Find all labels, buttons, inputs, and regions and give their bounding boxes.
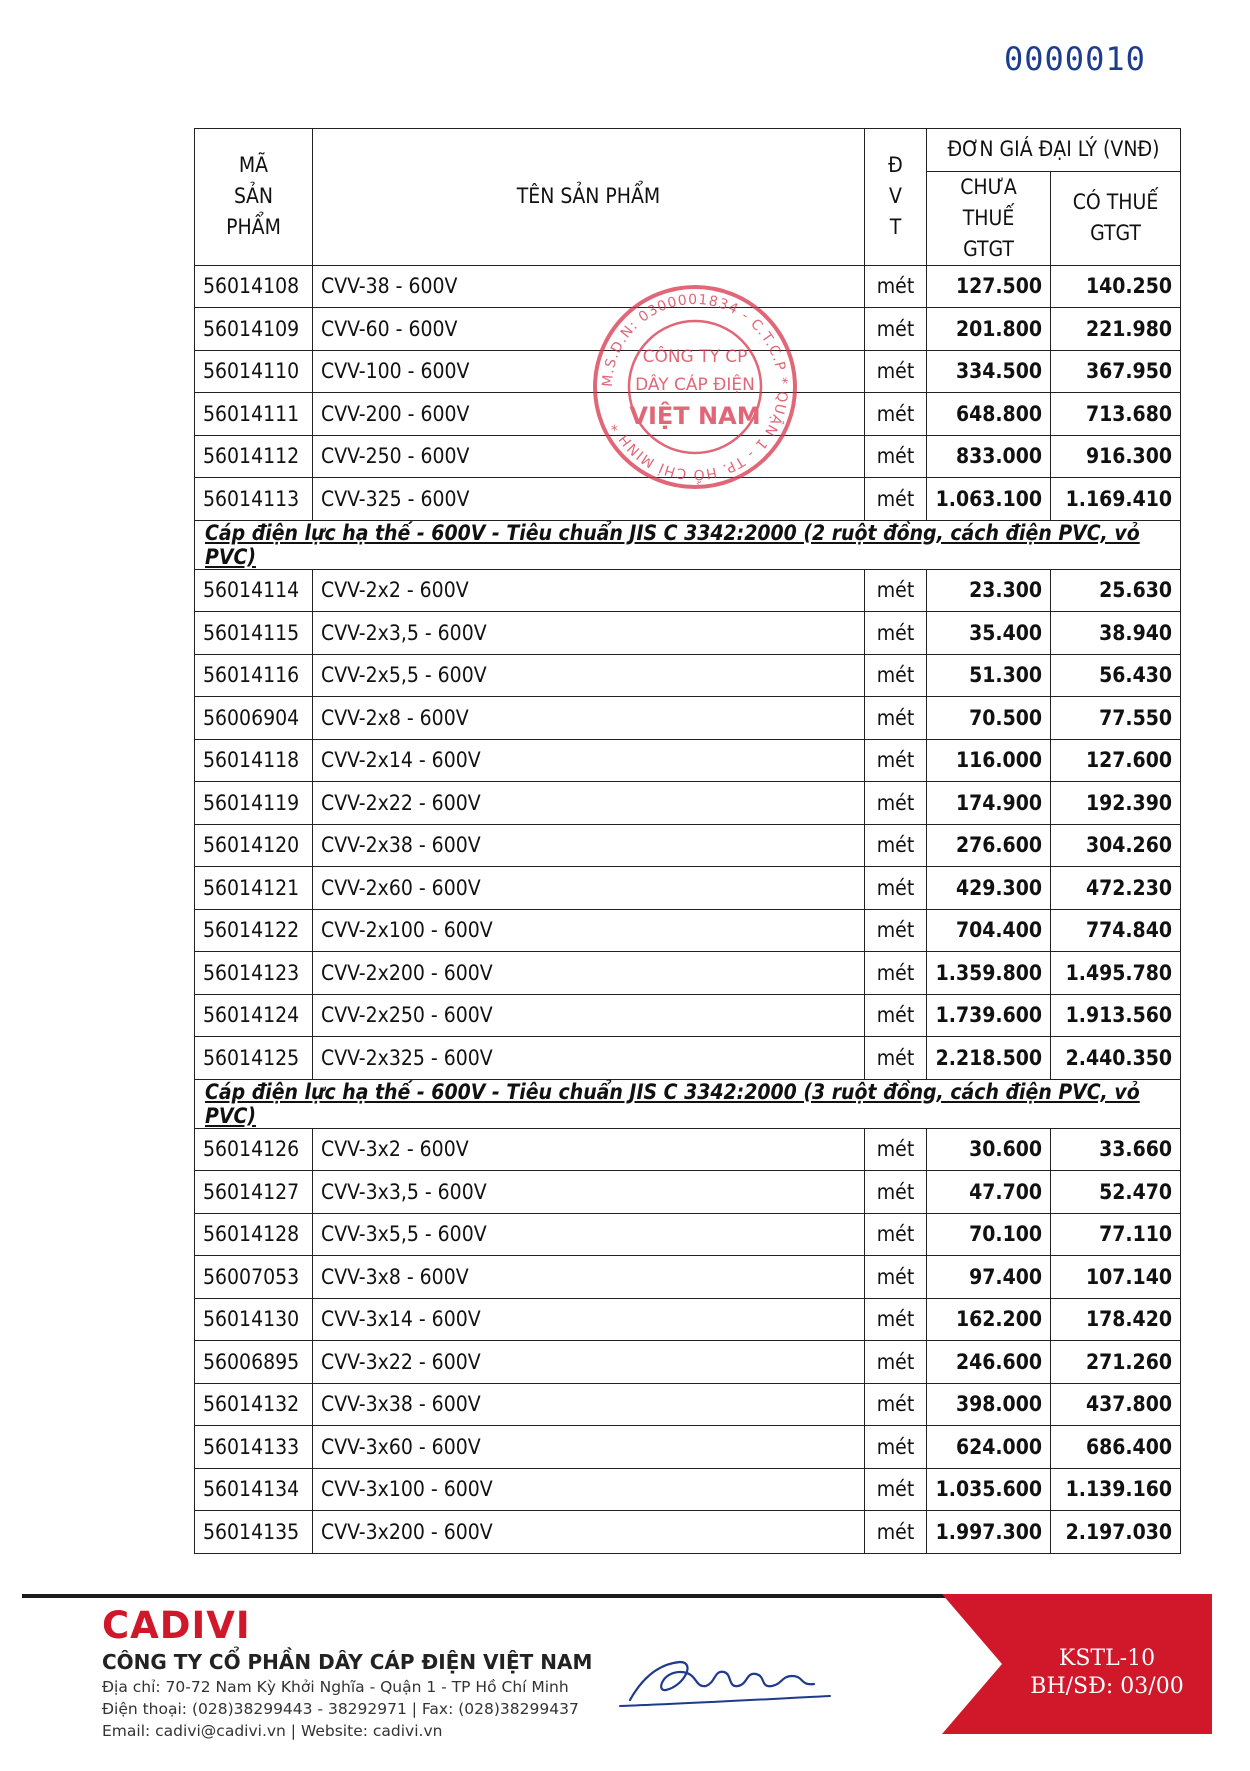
price-after-tax: 140.250 — [1051, 265, 1181, 308]
unit: mét — [865, 824, 927, 867]
table-row — [195, 824, 1181, 867]
unit: mét — [865, 1341, 927, 1384]
section-title: Cáp điện lực hạ thế - 600V - Tiêu chuẩn JIS C 3342:2000 (3 ruột đồng, cách điện PVC, vỏ PVC) — [195, 1079, 1181, 1128]
price-before-tax: 704.400 — [927, 909, 1051, 952]
header-code: MÃ SẢN PHẨM — [195, 129, 313, 266]
signature — [610, 1642, 840, 1722]
unit: mét — [865, 654, 927, 697]
unit: mét — [865, 994, 927, 1037]
unit: mét — [865, 308, 927, 351]
product-name: CVV-3x22 - 600V — [313, 1341, 865, 1384]
price-before-tax: 127.500 — [927, 265, 1051, 308]
price-before-tax: 1.997.300 — [927, 1511, 1051, 1554]
seal-line-2: DÂY CÁP ĐIỆN — [635, 375, 755, 395]
product-name: CVV-2x22 - 600V — [313, 782, 865, 825]
unit: mét — [865, 265, 927, 308]
product-code: 56014109 — [195, 308, 313, 351]
unit: mét — [865, 782, 927, 825]
document-revision: BH/SĐ: 03/00 — [1030, 1674, 1184, 1699]
company-address: Địa chỉ: 70-72 Nam Kỳ Khởi Nghĩa - Quận 1 - TP Hồ Chí Minh — [102, 1678, 569, 1696]
seal-line-3: VIỆT NAM — [629, 402, 761, 430]
product-code: 56014108 — [195, 265, 313, 308]
header-price-after-tax: CÓ THUẾ GTGT — [1051, 171, 1181, 265]
unit: mét — [865, 1468, 927, 1511]
table-row — [195, 1128, 1181, 1171]
product-name: CVV-2x8 - 600V — [313, 697, 865, 740]
product-code: 56014113 — [195, 478, 313, 521]
product-code: 56014115 — [195, 612, 313, 655]
product-code: 56014120 — [195, 824, 313, 867]
unit: mét — [865, 739, 927, 782]
table-row — [195, 1037, 1181, 1080]
product-code: 56014119 — [195, 782, 313, 825]
price-before-tax: 624.000 — [927, 1426, 1051, 1469]
price-before-tax: 429.300 — [927, 867, 1051, 910]
price-after-tax: 77.110 — [1051, 1213, 1181, 1256]
header-name: TÊN SẢN PHẨM — [313, 129, 865, 266]
header-price-group: ĐƠN GIÁ ĐẠI LÝ (VNĐ) — [927, 129, 1181, 172]
price-before-tax: 2.218.500 — [927, 1037, 1051, 1080]
unit: mét — [865, 867, 927, 910]
table-row — [195, 952, 1181, 995]
header-unit: Đ V T — [865, 129, 927, 266]
unit: mét — [865, 1383, 927, 1426]
price-after-tax: 1.495.780 — [1051, 952, 1181, 995]
product-name: CVV-3x38 - 600V — [313, 1383, 865, 1426]
seal-line-1: CÔNG TY CP — [642, 347, 748, 367]
product-code: 56014125 — [195, 1037, 313, 1080]
product-name: CVV-3x14 - 600V — [313, 1298, 865, 1341]
table-row — [195, 1511, 1181, 1554]
price-after-tax: 686.400 — [1051, 1426, 1181, 1469]
price-before-tax: 398.000 — [927, 1383, 1051, 1426]
unit: mét — [865, 909, 927, 952]
product-code: 56014132 — [195, 1383, 313, 1426]
table-row — [195, 1468, 1181, 1511]
header-price-before-tax: CHƯA THUẾ GTGT — [927, 171, 1051, 265]
document-code: KSTL-10 — [1058, 1646, 1156, 1671]
product-name: CVV-3x60 - 600V — [313, 1426, 865, 1469]
table-row — [195, 867, 1181, 910]
section-row — [195, 1079, 1181, 1128]
company-phone: Điện thoại: (028)38299443 - 38292971 | Fax: (028)38299437 — [102, 1700, 579, 1718]
table-row — [195, 654, 1181, 697]
product-code: 56014133 — [195, 1426, 313, 1469]
product-name: CVV-200 - 600V — [313, 393, 865, 436]
product-code: 56014135 — [195, 1511, 313, 1554]
table-row — [195, 612, 1181, 655]
product-code: 56014123 — [195, 952, 313, 995]
product-name: CVV-3x200 - 600V — [313, 1511, 865, 1554]
price-before-tax: 174.900 — [927, 782, 1051, 825]
page-number: 0000010 — [1004, 40, 1146, 78]
product-code: 56014111 — [195, 393, 313, 436]
price-after-tax: 33.660 — [1051, 1128, 1181, 1171]
table-row — [195, 569, 1181, 612]
unit: mét — [865, 1171, 927, 1214]
unit: mét — [865, 1426, 927, 1469]
product-name: CVV-325 - 600V — [313, 478, 865, 521]
unit: mét — [865, 952, 927, 995]
product-name: CVV-3x2 - 600V — [313, 1128, 865, 1171]
price-before-tax: 833.000 — [927, 435, 1051, 478]
product-code: 56014128 — [195, 1213, 313, 1256]
price-before-tax: 70.100 — [927, 1213, 1051, 1256]
product-name: CVV-60 - 600V — [313, 308, 865, 351]
company-seal — [590, 282, 800, 492]
price-after-tax: 127.600 — [1051, 739, 1181, 782]
price-before-tax: 23.300 — [927, 569, 1051, 612]
product-name: CVV-250 - 600V — [313, 435, 865, 478]
product-name: CVV-2x2 - 600V — [313, 569, 865, 612]
price-before-tax: 162.200 — [927, 1298, 1051, 1341]
product-name: CVV-3x8 - 600V — [313, 1256, 865, 1299]
price-after-tax: 437.800 — [1051, 1383, 1181, 1426]
product-name: CVV-2x200 - 600V — [313, 952, 865, 995]
product-code: 56014126 — [195, 1128, 313, 1171]
unit: mét — [865, 435, 927, 478]
price-after-tax: 2.197.030 — [1051, 1511, 1181, 1554]
product-code: 56014121 — [195, 867, 313, 910]
unit: mét — [865, 1511, 927, 1554]
table-row — [195, 1426, 1181, 1469]
company-email: Email: cadivi@cadivi.vn | Website: cadivi.vn — [102, 1722, 443, 1740]
table-row — [195, 1256, 1181, 1299]
product-code: 56014112 — [195, 435, 313, 478]
unit: mét — [865, 1037, 927, 1080]
price-before-tax: 334.500 — [927, 350, 1051, 393]
table-row — [195, 782, 1181, 825]
product-name: CVV-3x3,5 - 600V — [313, 1171, 865, 1214]
price-after-tax: 304.260 — [1051, 824, 1181, 867]
price-before-tax: 35.400 — [927, 612, 1051, 655]
product-name: CVV-2x5,5 - 600V — [313, 654, 865, 697]
price-before-tax: 1.063.100 — [927, 478, 1051, 521]
price-after-tax: 221.980 — [1051, 308, 1181, 351]
price-after-tax: 774.840 — [1051, 909, 1181, 952]
product-code: 56014124 — [195, 994, 313, 1037]
product-code: 56014134 — [195, 1468, 313, 1511]
product-name: CVV-3x5,5 - 600V — [313, 1213, 865, 1256]
price-after-tax: 38.940 — [1051, 612, 1181, 655]
price-before-tax: 246.600 — [927, 1341, 1051, 1384]
price-after-tax: 713.680 — [1051, 393, 1181, 436]
unit: mét — [865, 350, 927, 393]
table-row — [195, 1341, 1181, 1384]
product-name: CVV-38 - 600V — [313, 265, 865, 308]
product-name: CVV-100 - 600V — [313, 350, 865, 393]
price-after-tax: 107.140 — [1051, 1256, 1181, 1299]
price-after-tax: 52.470 — [1051, 1171, 1181, 1214]
product-code: 56014127 — [195, 1171, 313, 1214]
table-row — [195, 1298, 1181, 1341]
table-row — [195, 697, 1181, 740]
product-code: 56014116 — [195, 654, 313, 697]
unit: mét — [865, 612, 927, 655]
product-code: 56014130 — [195, 1298, 313, 1341]
section-title: Cáp điện lực hạ thế - 600V - Tiêu chuẩn JIS C 3342:2000 (2 ruột đồng, cách điện PVC, vỏ PVC) — [195, 520, 1181, 569]
company-name: CÔNG TY CỔ PHẦN DÂY CÁP ĐIỆN VIỆT NAM — [102, 1650, 593, 1674]
price-before-tax: 116.000 — [927, 739, 1051, 782]
table-row — [195, 739, 1181, 782]
cadivi-logo: CADIVI — [102, 1604, 251, 1647]
price-before-tax: 201.800 — [927, 308, 1051, 351]
price-before-tax: 648.800 — [927, 393, 1051, 436]
price-before-tax: 1.359.800 — [927, 952, 1051, 995]
product-name: CVV-2x100 - 600V — [313, 909, 865, 952]
table-row — [195, 1213, 1181, 1256]
price-table-header — [195, 129, 1181, 266]
table-row — [195, 909, 1181, 952]
price-after-tax: 1.139.160 — [1051, 1468, 1181, 1511]
price-after-tax: 472.230 — [1051, 867, 1181, 910]
price-after-tax: 2.440.350 — [1051, 1037, 1181, 1080]
unit: mét — [865, 1256, 927, 1299]
product-name: CVV-3x100 - 600V — [313, 1468, 865, 1511]
price-after-tax: 178.420 — [1051, 1298, 1181, 1341]
unit: mét — [865, 393, 927, 436]
product-code: 56014114 — [195, 569, 313, 612]
product-name: CVV-2x60 - 600V — [313, 867, 865, 910]
product-name: CVV-2x325 - 600V — [313, 1037, 865, 1080]
price-after-tax: 56.430 — [1051, 654, 1181, 697]
product-name: CVV-2x250 - 600V — [313, 994, 865, 1037]
product-code: 56014118 — [195, 739, 313, 782]
price-after-tax: 1.913.560 — [1051, 994, 1181, 1037]
price-after-tax: 1.169.410 — [1051, 478, 1181, 521]
price-before-tax: 30.600 — [927, 1128, 1051, 1171]
price-after-tax: 77.550 — [1051, 697, 1181, 740]
price-after-tax: 271.260 — [1051, 1341, 1181, 1384]
table-row — [195, 1383, 1181, 1426]
price-after-tax: 25.630 — [1051, 569, 1181, 612]
price-before-tax: 1.739.600 — [927, 994, 1051, 1037]
price-before-tax: 47.700 — [927, 1171, 1051, 1214]
price-before-tax: 70.500 — [927, 697, 1051, 740]
price-before-tax: 97.400 — [927, 1256, 1051, 1299]
section-row — [195, 520, 1181, 569]
product-code: 56006904 — [195, 697, 313, 740]
unit: mét — [865, 1298, 927, 1341]
product-code: 56006895 — [195, 1341, 313, 1384]
product-code: 56007053 — [195, 1256, 313, 1299]
price-before-tax: 51.300 — [927, 654, 1051, 697]
unit: mét — [865, 1213, 927, 1256]
price-before-tax: 276.600 — [927, 824, 1051, 867]
unit: mét — [865, 478, 927, 521]
product-code: 56014110 — [195, 350, 313, 393]
price-after-tax: 916.300 — [1051, 435, 1181, 478]
unit: mét — [865, 569, 927, 612]
product-code: 56014122 — [195, 909, 313, 952]
price-before-tax: 1.035.600 — [927, 1468, 1051, 1511]
table-row — [195, 1171, 1181, 1214]
product-name: CVV-2x3,5 - 600V — [313, 612, 865, 655]
price-after-tax: 367.950 — [1051, 350, 1181, 393]
unit: mét — [865, 697, 927, 740]
table-row — [195, 994, 1181, 1037]
price-after-tax: 192.390 — [1051, 782, 1181, 825]
seal-ring-text: M.S.D.N: 0300001834 - C.T.C.P * QUẬN 1 - TP. HỒ CHÍ MINH * — [599, 291, 791, 483]
product-name: CVV-2x14 - 600V — [313, 739, 865, 782]
product-name: CVV-2x38 - 600V — [313, 824, 865, 867]
unit: mét — [865, 1128, 927, 1171]
